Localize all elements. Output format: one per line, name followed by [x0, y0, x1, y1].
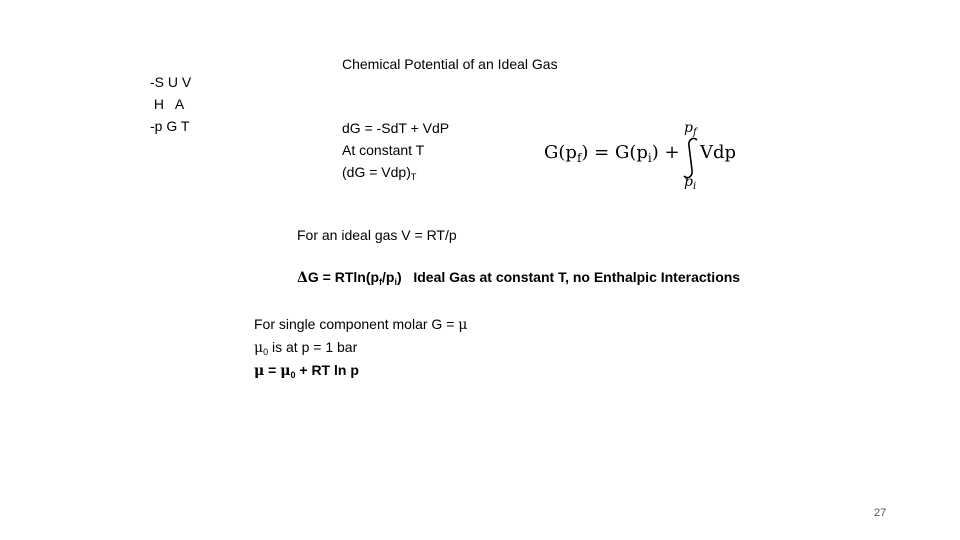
equation-dg: dG = -SdT + VdP: [342, 120, 450, 136]
mu-symbol: μ: [254, 363, 265, 379]
delta-g-sub-i: i: [394, 277, 398, 287]
equation-dg-vdp-main: (dG = Vdp): [342, 164, 411, 180]
delta-g-part-c: ): [397, 269, 402, 285]
equation-dg-vdp-sub: T: [410, 172, 417, 182]
delta-g-part-a: G = RTln(p: [307, 269, 380, 285]
gibbs-equations: [342, 117, 449, 183]
delta-g-part-b: /p: [382, 269, 395, 285]
molar-chemical-potential: [254, 313, 467, 382]
molar-line-3: [254, 359, 467, 382]
mu-zero-sub: 0: [290, 370, 296, 380]
equation-dg-vdp: [342, 161, 449, 183]
integral-sign: [684, 138, 697, 177]
delta-g-note: Ideal Gas at constant T, no Enthalpic Interactions: [413, 269, 741, 285]
molar-line-1: [254, 313, 467, 336]
mu-zero-sub: 0: [263, 347, 269, 357]
integral-upper-limit: $p_f$: [684, 120, 697, 138]
mu-symbol: μ: [254, 340, 264, 356]
molar-line-1-text: For single component molar G =: [254, 316, 459, 332]
thermo-mnemonic-square: [150, 71, 230, 137]
integral-formula: [540, 116, 760, 194]
integrand: Vdp: [700, 142, 737, 163]
equation-constant-t: At constant T: [342, 142, 425, 158]
molar-eq: =: [264, 362, 281, 378]
delta-symbol: Δ: [297, 270, 308, 286]
delta-g-equation: [297, 266, 740, 289]
mu-symbol: μ: [458, 317, 468, 333]
delta-g-sub-f: f: [379, 277, 383, 287]
molar-line-3-rest: + RT ln p: [295, 362, 359, 378]
mu-symbol: μ: [280, 363, 291, 379]
mnemonic-row-2: H A: [150, 96, 185, 112]
integral-lower-limit: $p_i$: [684, 174, 697, 192]
ideal-gas-statement: For an ideal gas V = RT/p: [297, 227, 457, 243]
page-number: 27: [874, 507, 887, 519]
mnemonic-row-1: -S U V: [150, 74, 192, 90]
molar-line-2: [254, 336, 467, 359]
molar-line-2-text: is at p = 1 bar: [268, 339, 358, 355]
formula-lhs: $G(p_f) = G(p_i)$ +: [544, 142, 680, 165]
mnemonic-row-3: -p G T: [150, 118, 190, 134]
slide-title: Chemical Potential of an Ideal Gas: [342, 56, 558, 72]
